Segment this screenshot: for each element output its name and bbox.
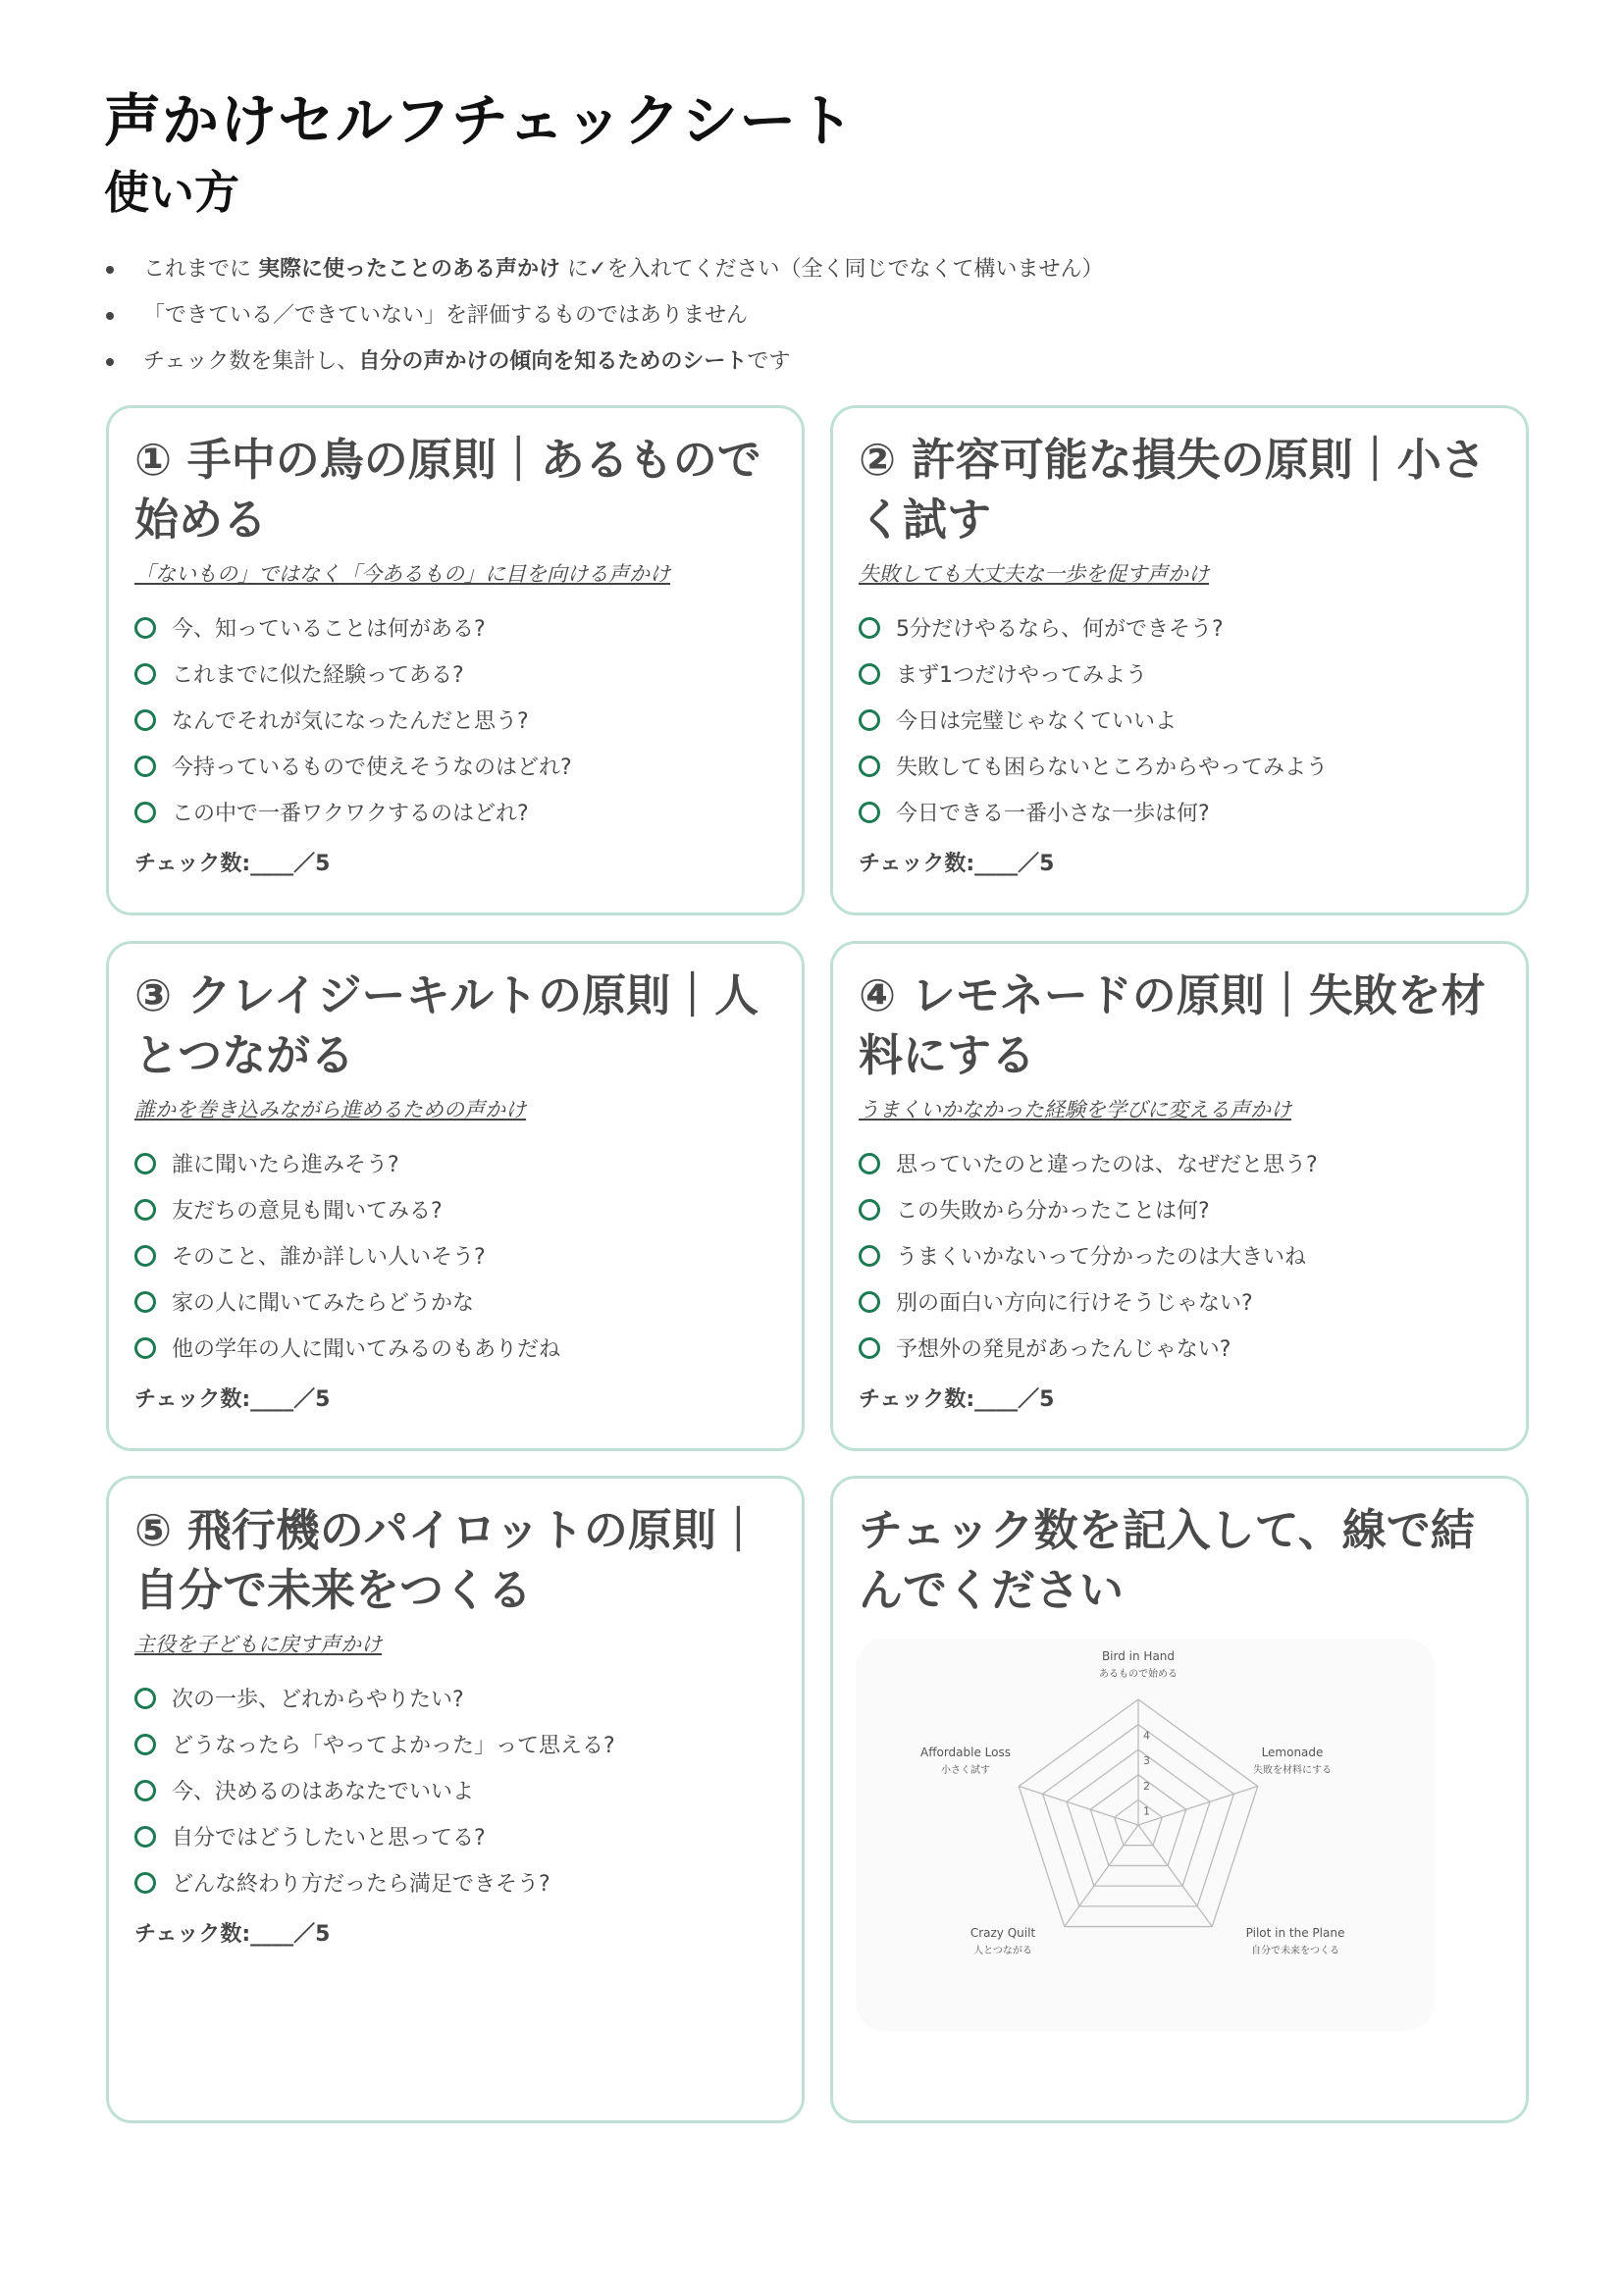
radar-axis-label-en: Lemonade (1261, 1746, 1324, 1759)
checklist-item[interactable] (859, 789, 1500, 835)
page-title: 声かけセルフチェックシート (104, 87, 856, 154)
item-label: 失敗しても困らないところからやってみよう (896, 756, 1329, 780)
section-title-usage: 使い方 (104, 166, 239, 219)
checklist-item[interactable] (134, 1278, 776, 1325)
checklist-item[interactable] (859, 1325, 1500, 1371)
item-label: 今持っているもので使えそうなのはどれ? (172, 756, 572, 780)
item-label: 思っていたのと違ったのは、なぜだと思う? (896, 1153, 1318, 1177)
checkbox-circle-icon[interactable] (134, 663, 156, 685)
item-label: 誰に聞いたら進みそう? (172, 1153, 399, 1177)
radar-axis-line (1138, 1825, 1212, 1927)
checkbox-circle-icon[interactable] (859, 617, 880, 639)
card-title: ④ レモネードの原則｜失敗を材料にする (859, 969, 1486, 1081)
principle-card (106, 405, 805, 915)
radar-axis-label-en: Bird in Hand (1101, 1649, 1176, 1663)
item-label: 今日は完璧じゃなくていいよ (896, 709, 1178, 734)
checklist-item[interactable] (134, 604, 776, 651)
radar-axis-label-ja: 小さく試す (941, 1765, 990, 1776)
item-label: 今、決めるのはあなたでいいよ (172, 1780, 475, 1804)
bold-text: 実際に使ったことのある声かけ (258, 257, 561, 282)
item-label: 5分だけやるなら、何ができそう? (896, 617, 1224, 642)
principle-card (830, 941, 1529, 1451)
checkbox-circle-icon[interactable] (859, 1153, 880, 1174)
card-title: ③ クレイジーキルトの原則｜人とつながる (134, 969, 760, 1081)
item-label: 次の一歩、どれからやりたい? (172, 1688, 464, 1712)
checklist-item[interactable] (859, 743, 1500, 789)
item-label: 今、知っていることは何がある? (172, 617, 486, 642)
card-title: ① 手中の鳥の原則｜あるもので始める (134, 434, 761, 546)
item-label: うまくいかないって分かったのは大きいね (896, 1245, 1307, 1270)
checkbox-circle-icon[interactable] (134, 617, 156, 639)
card-lead: 「ないもの」ではなく「今あるもの」に目を向ける声かけ (134, 562, 670, 586)
checklist-item[interactable] (134, 1813, 776, 1859)
bold-text: 自分の声かけの傾向を知るためのシート (358, 349, 748, 374)
checkbox-circle-icon[interactable] (134, 1245, 156, 1267)
checklist-item[interactable] (859, 1278, 1500, 1325)
card-lead: 失敗しても大丈夫な一歩を促す声かけ (859, 562, 1209, 586)
item-label: 別の面白い方向に行けそうじゃない? (896, 1291, 1253, 1316)
radar-axis-line (1065, 1825, 1138, 1927)
checkbox-circle-icon[interactable] (134, 756, 156, 777)
item-label: まず1つだけやってみよう (896, 663, 1147, 688)
check-count[interactable]: チェック数:____／5 (134, 1922, 331, 1947)
checklist-item[interactable] (859, 1140, 1500, 1186)
checkbox-circle-icon[interactable] (859, 1199, 880, 1221)
checkbox-circle-icon[interactable] (134, 802, 156, 823)
checklist-item[interactable] (859, 1186, 1500, 1232)
radar-svg[interactable] (856, 1639, 1435, 2031)
item-label: 友だちの意見も聞いてみる? (172, 1199, 443, 1224)
item-label: この失敗から分かったことは何? (896, 1199, 1210, 1224)
checkbox-circle-icon[interactable] (134, 1688, 156, 1709)
text: に✓を入れてください（全く同じでなくて構いません） (560, 257, 1104, 282)
radar-tick-label: 3 (1143, 1754, 1150, 1768)
checklist-item[interactable] (134, 1859, 776, 1905)
checkbox-circle-icon[interactable] (859, 802, 880, 823)
radar-axis-line (1138, 1786, 1258, 1825)
checklist-item[interactable] (859, 651, 1500, 697)
radar-axis-label-ja: 自分で未来をつくる (1251, 1946, 1339, 1956)
checkbox-circle-icon[interactable] (134, 1826, 156, 1848)
checklist-item[interactable] (134, 1721, 776, 1767)
item-label: 予想外の発見があったんじゃない? (896, 1337, 1231, 1362)
radar-tick-label: 4 (1143, 1729, 1150, 1743)
checklist-item[interactable] (859, 604, 1500, 651)
check-count[interactable]: チェック数:____／5 (134, 1387, 331, 1412)
checklist-item[interactable] (134, 743, 776, 789)
instruction-item (104, 251, 1103, 297)
item-label: 家の人に聞いてみたらどうかな (172, 1291, 475, 1316)
checkbox-circle-icon[interactable] (859, 709, 880, 731)
check-count[interactable]: チェック数:____／5 (134, 852, 331, 876)
principle-card (106, 1476, 805, 2123)
checklist-item[interactable] (134, 1325, 776, 1371)
checkbox-circle-icon[interactable] (134, 1734, 156, 1755)
checklist-item[interactable] (859, 697, 1500, 743)
check-count[interactable]: チェック数:____／5 (859, 852, 1055, 876)
item-label: どんな終わり方だったら満足できそう? (172, 1872, 550, 1897)
checklist-item[interactable] (134, 1232, 776, 1278)
checkbox-circle-icon[interactable] (859, 1245, 880, 1267)
instruction-item (104, 297, 1103, 343)
checkbox-circle-icon[interactable] (859, 663, 880, 685)
card-lead: うまくいかなかった経験を学びに変える声かけ (859, 1098, 1291, 1121)
checkbox-circle-icon[interactable] (134, 1337, 156, 1359)
checkbox-circle-icon[interactable] (134, 1199, 156, 1221)
text: これまでに (143, 257, 258, 282)
card-lead: 主役を子どもに戻す声かけ (134, 1633, 382, 1656)
radar-axis-label-ja: あるもので始める (1099, 1669, 1178, 1680)
radar-axis-label-en: Crazy Quilt (969, 1926, 1036, 1940)
item-label: 他の学年の人に聞いてみるのもありだね (172, 1337, 561, 1362)
checklist-item[interactable] (134, 697, 776, 743)
card-lead: 誰かを巻き込みながら進めるための声かけ (134, 1098, 526, 1121)
text: チェック数を集計し、 (143, 349, 359, 374)
radar-tick-label: 1 (1143, 1804, 1150, 1818)
checkbox-circle-icon[interactable] (134, 1780, 156, 1801)
checkbox-circle-icon[interactable] (859, 756, 880, 777)
instruction-item (104, 343, 1103, 390)
radar-axis-label-ja: 失敗を材料にする (1253, 1765, 1332, 1776)
checkbox-circle-icon[interactable] (859, 1291, 880, 1313)
item-label: そのこと、誰か詳しい人いそう? (172, 1245, 486, 1270)
checkbox-circle-icon[interactable] (134, 1872, 156, 1894)
checkbox-circle-icon[interactable] (134, 1153, 156, 1174)
radar-axis-label-ja: 人とつながる (973, 1946, 1032, 1956)
radar-tick-label: 2 (1143, 1779, 1150, 1793)
checklist-item[interactable] (134, 1186, 776, 1232)
check-count[interactable]: チェック数:____／5 (859, 1387, 1055, 1412)
checklist-item[interactable] (134, 789, 776, 835)
item-label: これまでに似た経験ってある? (172, 663, 464, 688)
checklist-item[interactable] (134, 1140, 776, 1186)
text: 「できている／できていない」を評価するものではありません (143, 303, 749, 328)
principle-card (106, 941, 805, 1451)
item-label: 今日できる一番小さな一歩は何? (896, 802, 1210, 826)
checkbox-circle-icon[interactable] (134, 1291, 156, 1313)
checklist-item[interactable] (134, 651, 776, 697)
checklist-item[interactable] (859, 1232, 1500, 1278)
item-label: 自分ではどうしたいと思ってる? (172, 1826, 486, 1851)
principle-card (830, 405, 1529, 915)
radar-axis-label-en: Affordable Loss (920, 1746, 1011, 1759)
chart-card-title: チェック数を記入して、線で結んでください (859, 1504, 1475, 1616)
checkbox-circle-icon[interactable] (859, 1337, 880, 1359)
checklist-item[interactable] (134, 1675, 776, 1721)
radar-axis-line (1019, 1786, 1138, 1825)
instruction-list (104, 251, 1103, 390)
checkbox-circle-icon[interactable] (134, 709, 156, 731)
text: です (747, 349, 791, 374)
item-label: なんでそれが気になったんだと思う? (172, 709, 529, 734)
item-label: どうなったら「やってよかった」って思える? (172, 1734, 615, 1758)
card-title: ⑤ 飛行機のパイロットの原則｜自分で未来をつくる (134, 1504, 760, 1616)
radar-axis-label-en: Pilot in the Plane (1245, 1926, 1345, 1940)
checklist-item[interactable] (134, 1767, 776, 1813)
radar-chart[interactable] (856, 1639, 1435, 2031)
card-title: ② 許容可能な損失の原則｜小さく試す (859, 434, 1486, 546)
item-label: この中で一番ワクワクするのはどれ? (172, 802, 529, 826)
